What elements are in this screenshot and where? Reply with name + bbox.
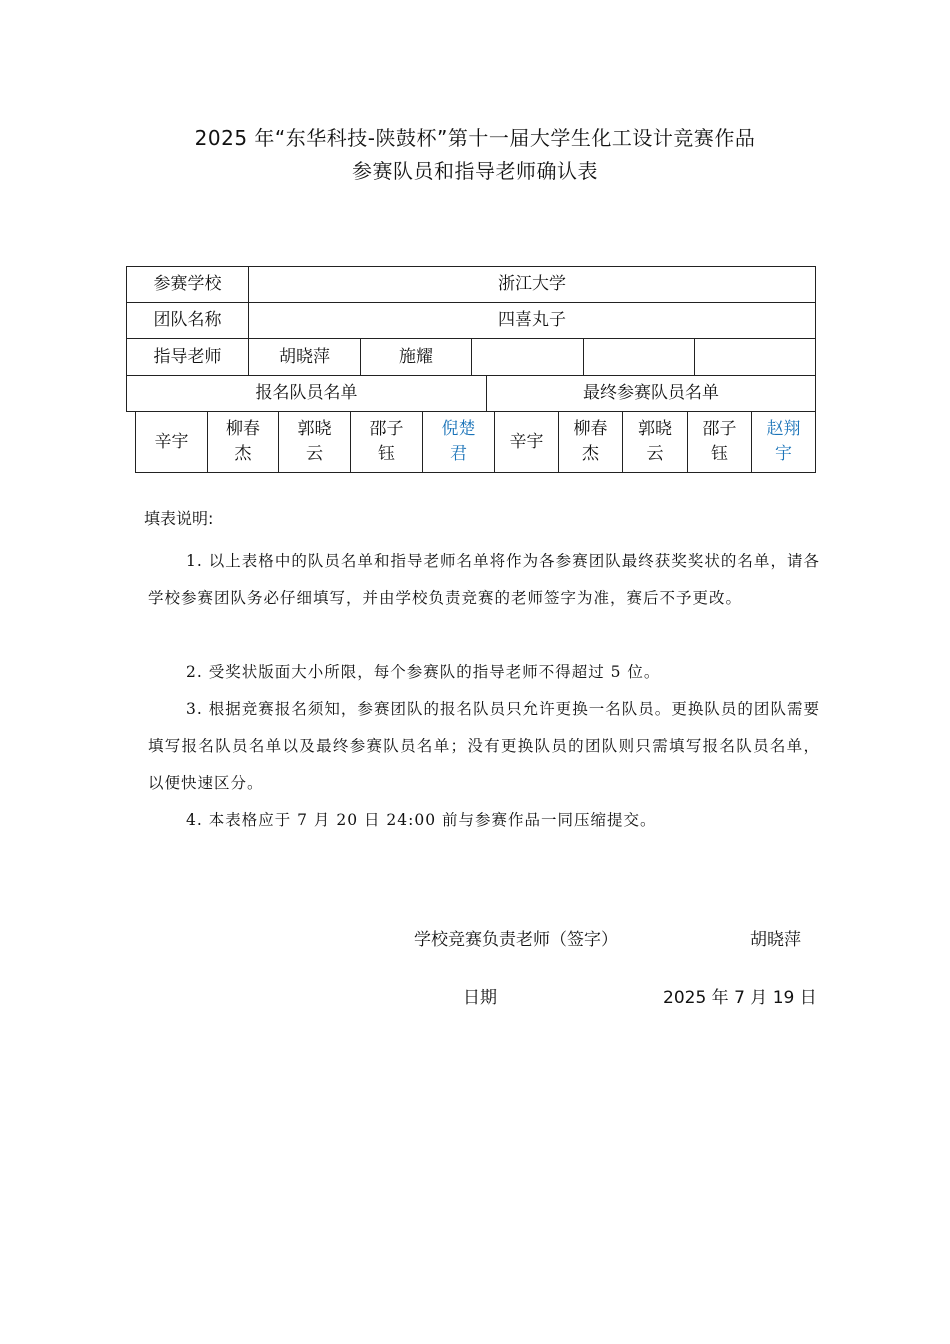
document-title-line1: 2025 年“东华科技-陕鼓杯”第十一届大学生化工设计竞赛作品 xyxy=(194,126,756,150)
team-value: 四喜丸子 xyxy=(498,310,566,330)
registered-header: 报名队员名单 xyxy=(255,383,358,403)
school-label-cell xyxy=(126,266,249,303)
registered-member-cell-replaced xyxy=(422,411,495,473)
school-value-cell xyxy=(248,266,816,303)
school-label: 参赛学校 xyxy=(153,274,222,294)
note-item: 1. 以上表格中的队员名单和指导老师名单将作为各参赛团队最终获奖奖状的名单，请各学校参赛团队务必仔细填写，并由学校负责竞赛的老师签字为准，赛后不予更改。 xyxy=(148,552,820,607)
signature-label: 学校竞赛负责老师（签字） xyxy=(414,930,618,950)
member-name-replaced: 倪楚君 xyxy=(441,419,476,464)
member-name: 辛宇 xyxy=(509,431,544,452)
member-name: 邵子钰 xyxy=(369,419,404,464)
document-title-line2: 参赛队员和指导老师确认表 xyxy=(352,159,598,183)
date-value: 2025 年 7 月 19 日 xyxy=(663,988,817,1008)
final-member-cell-new xyxy=(751,411,816,473)
advisor-label: 指导老师 xyxy=(153,346,222,367)
member-name: 邵子钰 xyxy=(702,419,737,464)
advisor-cell xyxy=(694,338,816,376)
registered-header-cell xyxy=(126,375,487,412)
advisor-name: 施耀 xyxy=(399,346,433,367)
registered-member-cell xyxy=(207,411,279,473)
advisor-name: 胡晓萍 xyxy=(279,346,330,367)
notes-heading: 填表说明: xyxy=(144,509,214,528)
member-name: 辛宇 xyxy=(154,431,189,452)
final-member-cell xyxy=(687,411,752,473)
team-label: 团队名称 xyxy=(153,310,222,330)
member-name: 郭晓云 xyxy=(297,419,332,464)
signature-name: 胡晓萍 xyxy=(750,930,801,950)
final-header: 最终参赛队员名单 xyxy=(583,383,719,403)
final-header-cell xyxy=(486,375,816,412)
final-member-cell xyxy=(558,411,623,473)
member-name-new: 赵翔宇 xyxy=(766,419,801,464)
advisor-cell xyxy=(471,338,584,376)
final-member-cell xyxy=(494,411,559,473)
team-label-cell xyxy=(126,302,249,339)
advisor-cell xyxy=(248,338,361,376)
final-member-cell xyxy=(622,411,688,473)
note-item: 4. 本表格应于 7 月 20 日 24:00 前与参赛作品一同压缩提交。 xyxy=(186,811,657,829)
advisor-cell xyxy=(583,338,695,376)
member-name: 柳春杰 xyxy=(573,419,608,464)
advisor-cell xyxy=(360,338,472,376)
registered-member-cell xyxy=(350,411,423,473)
note-item: 2. 受奖状版面大小所限，每个参赛队的指导老师不得超过 5 位。 xyxy=(186,663,661,681)
member-name: 柳春杰 xyxy=(226,419,260,464)
school-value: 浙江大学 xyxy=(498,274,566,294)
advisor-label-cell xyxy=(126,338,249,376)
registered-member-cell xyxy=(135,411,208,473)
member-name: 郭晓云 xyxy=(638,419,672,464)
registered-member-cell xyxy=(278,411,351,473)
note-item: 3. 根据竞赛报名须知，参赛团队的报名队员只允许更换一名队员。更换队员的团队需要填写报名队员名单以及最终参赛队员名单；没有更换队员的团队则只需填写报名队员名单，以便快速区分。 xyxy=(148,700,820,792)
team-value-cell xyxy=(248,302,816,339)
date-label: 日期 xyxy=(463,988,497,1008)
